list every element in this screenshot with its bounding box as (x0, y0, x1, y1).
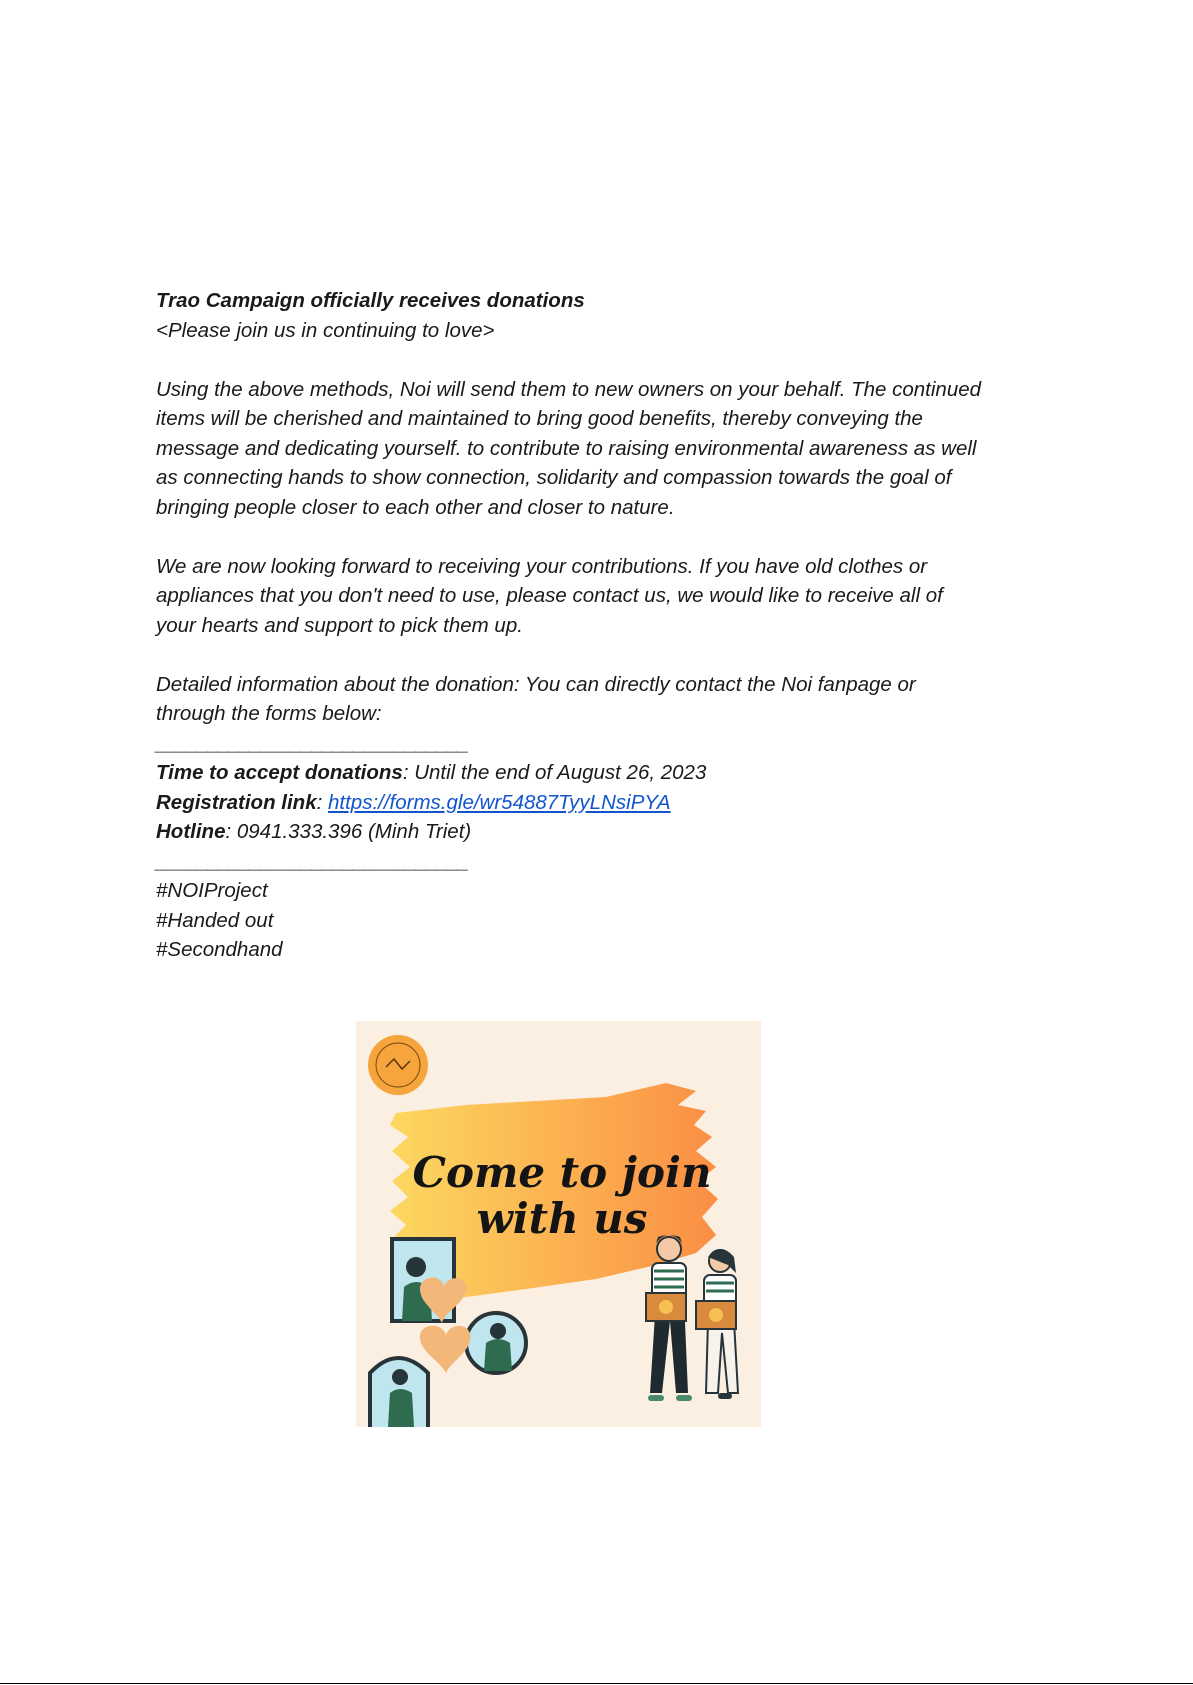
paragraph-contributions: We are now looking forward to receiving your contributions. If you have old clothes or appliances that you don't need to use, please contact us, we would like to receive all of your hearts and support to pick them up. (156, 554, 943, 637)
poster-headline-line2: with us (476, 1194, 648, 1243)
page-bottom-border (0, 1683, 1193, 1684)
separator-top: ______________________________ (156, 731, 469, 755)
registration-line (156, 788, 986, 818)
time-label: Time to accept donations (156, 761, 403, 784)
registration-link[interactable]: https://forms.gle/wr54887TyyLNsiPYA (328, 790, 671, 814)
hashtag: #NOIProject (156, 879, 268, 902)
document-subtitle: <Please join us in continuing to love> (156, 318, 495, 342)
campaign-poster (356, 1021, 761, 1427)
separator-bottom: ______________________________ (156, 849, 469, 873)
window-woman-icon (392, 1239, 466, 1323)
noi-project-logo (368, 1035, 428, 1095)
hashtag: #Handed out (156, 908, 274, 932)
poster-headline-line1: Come to join (412, 1148, 712, 1197)
time-value: : Until the end of August 26, 2023 (402, 761, 707, 784)
hotline-line (156, 817, 986, 847)
hotline-label: Hotline (156, 820, 226, 843)
document-title: Trao Campaign officially receives donations (156, 289, 585, 312)
arched-window-icon (370, 1358, 428, 1427)
document-body (156, 286, 986, 965)
registration-label: Registration link (156, 790, 317, 814)
round-window-icon (466, 1313, 526, 1373)
poster-headline (392, 1150, 732, 1242)
hashtag: #Secondhand (156, 938, 283, 961)
time-line (156, 758, 986, 788)
paragraph-details: Detailed information about the donation: You can directly contact the Noi fanpage or through the forms below: (156, 672, 916, 725)
hotline-value: : 0941.333.396 (Minh Triet) (225, 820, 472, 843)
registration-separator: : (316, 790, 329, 814)
paragraph-methods: Using the above methods, Noi will send them to new owners on your behalf. The continued items will be cherished and maintained to bring good benefits, thereby conveying the message and dedicating yourself. to contribute to raising environmental awareness as well as connecting hands to show connection, solidarity and compassion towards the goal of bringing people closer to each other and closer to nature. (156, 377, 982, 519)
heart-icon (420, 1326, 471, 1373)
